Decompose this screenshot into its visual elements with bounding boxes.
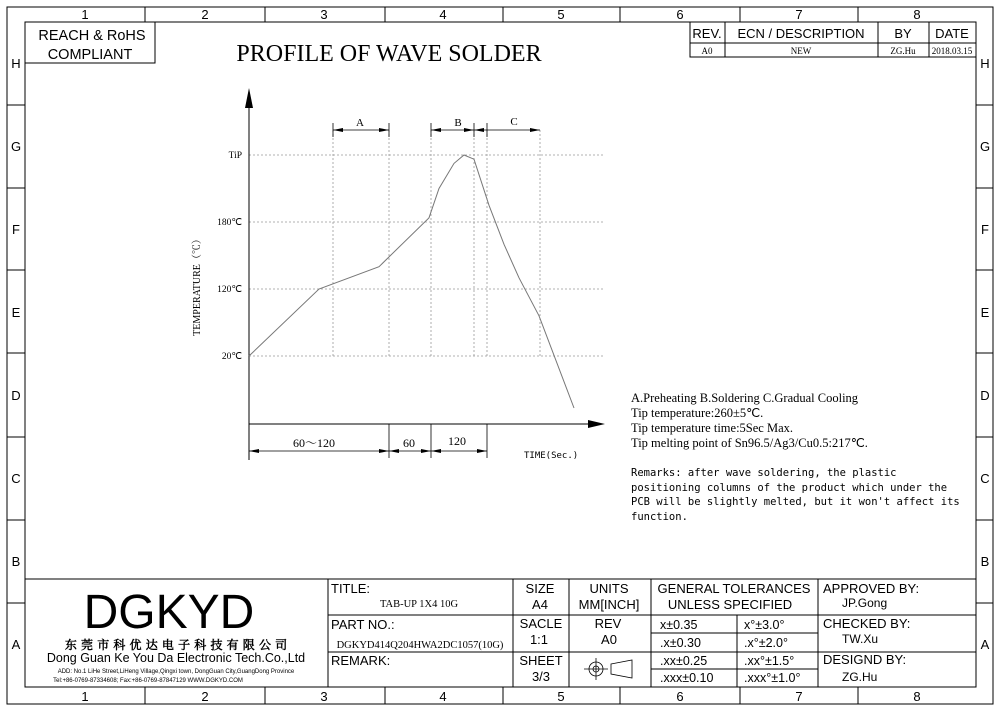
rev-label: REV	[594, 616, 622, 631]
row-label-e-right: E	[980, 305, 990, 320]
date-value: 2018.03.15	[931, 46, 973, 56]
designed-value: ZG.Hu	[842, 670, 878, 684]
col-label-3: 3	[320, 7, 328, 22]
row-label-b-right: B	[980, 554, 990, 569]
row-label-f-right: F	[981, 222, 989, 237]
row-label-h-right: H	[980, 56, 990, 71]
size-value: A4	[532, 597, 548, 612]
col-label-5-bottom: 5	[557, 689, 565, 704]
remarks-text: Remarks: after wave soldering, the plastic positioning columns of the product which under the PCB will be slightly melted, but it won't affect its function.	[631, 467, 960, 523]
col-label-8-bottom: 8	[913, 689, 921, 704]
col-label-2-bottom: 2	[201, 689, 209, 704]
part-number-label: PART NO.:	[331, 617, 395, 632]
time-segment-soak: 60	[403, 436, 415, 450]
by-value: ZG.Hu	[890, 46, 916, 56]
notes-phases: A.Preheating B.Soldering C.Gradual Cooling	[631, 391, 859, 405]
row-label-e: E	[11, 305, 21, 320]
col-label-1-bottom: 1	[81, 689, 89, 704]
row-label-h: H	[11, 56, 21, 71]
row-label-b: B	[11, 554, 21, 569]
y-axis-label: TEMPERATURE（℃）	[192, 234, 203, 336]
by-header: BY	[894, 26, 912, 41]
y-axis-arrow	[245, 88, 253, 108]
phase-label-c: C	[510, 116, 518, 128]
sheet-value: 3/3	[531, 669, 551, 684]
title-label: TITLE:	[331, 581, 371, 596]
ecn-value: NEW	[790, 46, 812, 56]
part-number-value: DGKYD414Q204HWA2DC1057(10G)	[336, 640, 504, 651]
notes-tip-time: Tip temperature time:5Sec Max.	[631, 421, 794, 435]
row-label-d: D	[11, 388, 21, 403]
row-label-g: G	[10, 139, 22, 154]
designed-label: DESIGND BY:	[823, 652, 907, 667]
company-name-cn: 东 莞 市 科 优 达 电 子 科 技 有 限 公 司	[64, 638, 288, 652]
col-label-1: 1	[81, 7, 89, 22]
col-label-7: 7	[795, 7, 803, 22]
drawing-title: PROFILE OF WAVE SOLDER	[236, 41, 542, 67]
col-label-4: 4	[439, 7, 447, 22]
row-label-c-right: C	[980, 471, 990, 486]
rev-value: A0	[701, 46, 713, 56]
col-label-5: 5	[557, 7, 565, 22]
sheet-label: SHEET	[519, 653, 563, 668]
col-label-3-bottom: 3	[320, 689, 328, 704]
title-value: TAB-UP 1X4 10G	[379, 599, 459, 610]
projection-symbol-icon	[584, 658, 632, 680]
approved-value: JP.Gong	[842, 596, 888, 610]
tolerance-linear-1: x±0.35	[660, 618, 698, 632]
remark-label: REMARK:	[331, 653, 391, 668]
phase-label-a: A	[356, 117, 364, 129]
col-label-4-bottom: 4	[439, 689, 447, 704]
scale-value: 1:1	[529, 632, 549, 647]
time-segment-solder: 120	[448, 434, 466, 448]
row-label-a-right: A	[980, 637, 990, 652]
company-address: ADD: No.1 LiHe Street,LiHeng Village,Qingxi town, DongGuan City,GuangDong Province	[57, 669, 295, 675]
row-label-a: A	[11, 637, 21, 652]
row-label-c: C	[11, 471, 21, 486]
tolerance-angular-3: .xx°±1.5°	[744, 654, 795, 668]
tolerance-title-2: UNLESS SPECIFIED	[667, 597, 793, 612]
x-axis-arrow	[588, 420, 605, 428]
units-label: UNITS	[589, 581, 629, 596]
company-name-en: Dong Guan Ke You Da Electronic Tech.Co.,Ltd	[46, 651, 306, 665]
tolerance-angular-2: .x°±2.0°	[744, 636, 788, 650]
approved-label: APPROVED BY:	[823, 581, 920, 596]
y-tick-120: 120℃	[217, 285, 242, 295]
size-label: SIZE	[525, 581, 555, 596]
scale-label: SACLE	[519, 616, 563, 631]
row-label-f: F	[12, 222, 20, 237]
wave-solder-profile-chart	[191, 88, 605, 461]
units-value: MM[INCH]	[578, 597, 640, 612]
checked-label: CHECKED BY:	[823, 616, 911, 631]
col-label-2: 2	[201, 7, 209, 22]
y-tick-180: 180℃	[217, 218, 242, 228]
notes-tip-temperature: Tip temperature:260±5℃.	[631, 406, 764, 420]
x-axis-label: TIME(Sec.)	[524, 451, 579, 461]
time-segment-preheat: 60～120	[292, 436, 336, 450]
company-contact: Tel:+86-0769-87334608; Fax:+86-0769-87847129 WWW.DGKYD.COM	[53, 678, 243, 684]
row-label-d-right: D	[980, 388, 990, 403]
y-tick-20: 20℃	[221, 352, 242, 362]
col-label-8: 8	[913, 7, 921, 22]
rev-header: REV.	[692, 26, 722, 41]
col-label-7-bottom: 7	[795, 689, 803, 704]
tolerance-angular-1: x°±3.0°	[744, 618, 785, 632]
y-tick-tip: TiP	[228, 151, 242, 161]
vertical-guides	[333, 130, 540, 356]
tolerance-linear-2: .x±0.30	[660, 636, 701, 650]
horizontal-grid	[249, 155, 605, 356]
col-label-6: 6	[676, 7, 684, 22]
soldering-notes	[631, 391, 976, 451]
ecn-header: ECN / DESCRIPTION	[737, 26, 865, 41]
col-label-6-bottom: 6	[676, 689, 684, 704]
phase-label-b: B	[454, 117, 462, 129]
row-label-g-right: G	[979, 139, 991, 154]
tolerance-linear-3: .xx±0.25	[660, 654, 708, 668]
compliance-line1: REACH & RoHS	[38, 28, 146, 44]
compliance-line2: COMPLIANT	[47, 47, 133, 63]
tolerance-title-1: GENERAL TOLERANCES	[657, 581, 811, 596]
notes-melting-point: Tip melting point of Sn96.5/Ag3/Cu0.5:217℃.	[631, 436, 868, 450]
company-logo: DGKYD	[83, 586, 255, 639]
tolerance-linear-4: .xxx±0.10	[660, 671, 714, 685]
rev-value-block: A0	[601, 632, 617, 647]
checked-value: TW.Xu	[842, 632, 879, 646]
temperature-profile-curve	[249, 155, 574, 408]
date-header: DATE	[935, 26, 969, 41]
tolerance-angular-4: .xxx°±1.0°	[744, 671, 801, 685]
